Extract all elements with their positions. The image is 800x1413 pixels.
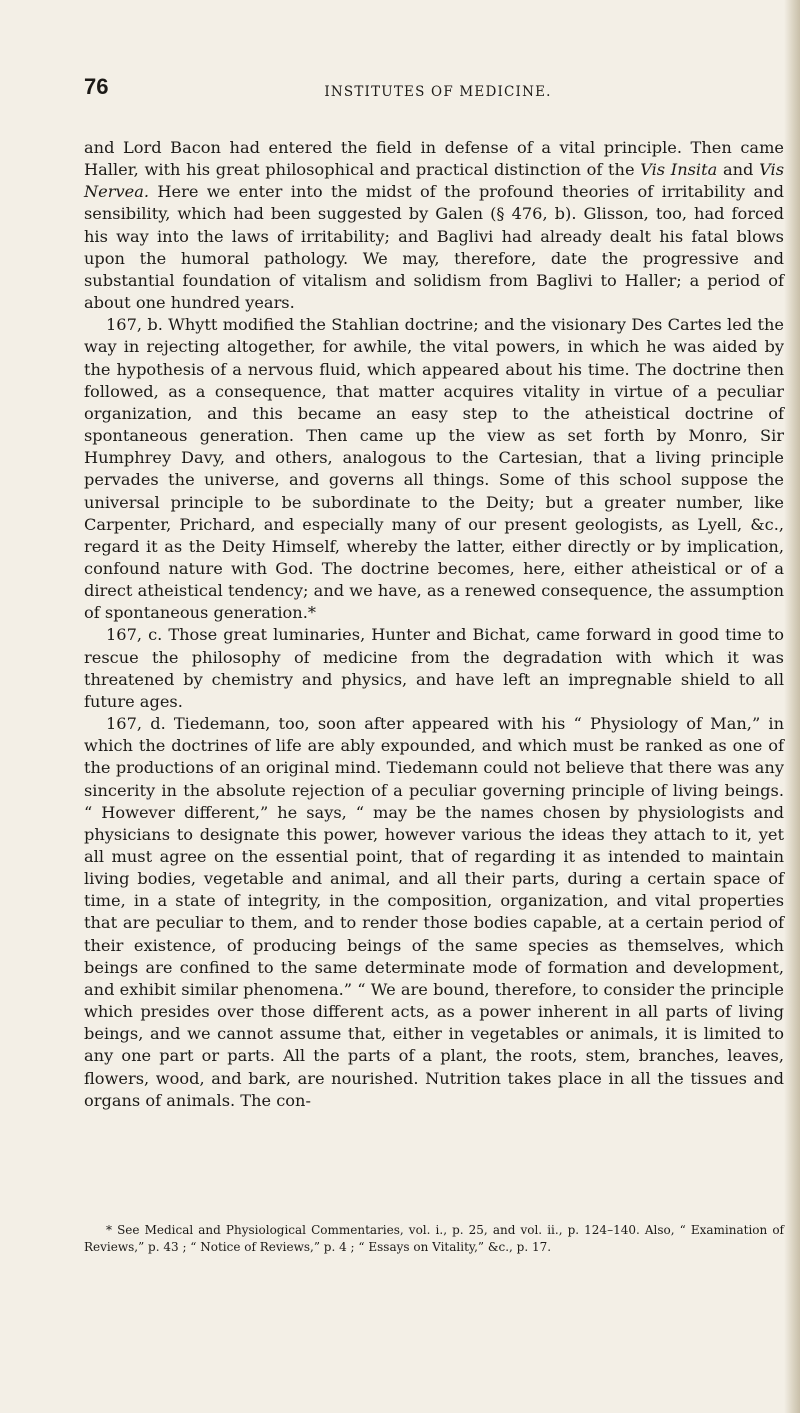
- paragraph-1-and: and: [717, 160, 760, 180]
- paragraph-1: [84, 137, 784, 314]
- vis-insita-term: Vis Insita: [640, 160, 718, 180]
- footnote: [84, 1222, 784, 1255]
- page-number: 76: [84, 74, 109, 99]
- paragraph-167b: 167, b. Whytt modified the Stahlian doctrine; and the visionary Des Cartes led the way in rejecting altogether, for awhile, the vital powers, in which he was aided by the hypothesis of a nervous fluid, which appeared about his time. The doctrine then followed, as a consequence, that matter acquires vitality in virtue of a peculiar organization, and this became an easy step to the atheistical doctrine of spontaneous generation. Then came up the view as set forth by Monro, Sir Humphrey Davy, and others, analogous to the Cartesian, that a living principle pervades the universe, and governs all things. Some of this school suppose the universal principle to be subordinate to the Deity; but a greater number, like Carpenter, Prichard, and especially many of our present geologists, as Lyell, &c., regard it as the Deity Himself, whereby the latter, either directly or by implication, confound nature with God. The doctrine becomes, here, either atheistical or of a direct atheistical tendency; and we have, as a renewed consequence, the assumption of spontaneous generation.*: [84, 315, 784, 623]
- paragraph-167d-label: 167, d.: [106, 714, 166, 734]
- paragraph-1-text-a: and Lord Bacon had entered the field in defense of a vital principle. Then came Haller, with his great philosophical and practical distinction of the: [84, 138, 784, 180]
- paragraph-167d: [84, 713, 784, 1112]
- running-head: INSTITUTES OF MEDICINE.: [324, 84, 552, 100]
- footnote-text: * See Medical and Physiological Commentaries, vol. i., p. 25, and vol. ii., p. 124–140. Also, “ Examination of Reviews,” p. 43 ; “ Notice of Reviews,” p. 4 ; “ Essays on Vitality,” &c., p. 17.: [84, 1223, 784, 1254]
- paragraph-167c: 167, c. Those great luminaries, Hunter and Bichat, came forward in good time to rescue the philosophy of medicine from the degradation with which it was threatened by chemistry and physics, and have left an impregnable shield to all future ages.: [84, 625, 784, 711]
- page-header: [84, 74, 748, 106]
- vis-nervea-term: Vis Nervea.: [84, 160, 784, 202]
- paragraph-1-text-b: Here we enter into the midst of the profound theories of irritability and sensibility, which had been suggested by Galen (§ 476, b). Glisson, too, had forced his way into the laws of irritability; and Baglivi had already dealt his fatal blows upon the humoral pathology. We may, therefore, date the progressive and substantial foundation of vitalism and solidism from Baglivi to Haller; a period of about one hundred years.: [84, 182, 784, 313]
- body-text: [84, 137, 784, 1112]
- page-gutter-shadow: [784, 0, 800, 1413]
- paragraph-167d-text: Tiedemann, too, soon after appeared with his “ Physiology of Man,” in which the doctrines of life are ably expounded, and which must be ranked as one of the productions of an original mind. Tiedemann could not believe that there was any sincerity in the absolute rejection of a peculiar governing principle of living beings. “ However different,” he says, “ may be the names chosen by physiologists and physicians to designate this power, however various the ideas they attach to it, yet all must agree on the essential point, that of regarding it as intended to maintain living bodies, vegetable and animal, and all their parts, during a certain space of time, in a state of integrity, in the composition, organization, and vital properties that are peculiar to them, and to render those bodies capable, at a certain period of their existence, of producing beings of the same species as themselves, which beings are confined to the same determinate mode of formation and development, and exhibit similar phenomena.” “ We are bound, therefore, to consider the principle which presides over those different acts, as a power inherent in all parts of living beings, and we cannot assume that, either in vegetables or animals, it is limited to any one part or parts. All the parts of a plant, the roots, stem, branches, leaves, flowers, wood, and bark, are nourished. Nutrition takes place in all the tissues and organs of animals. The con-: [84, 714, 784, 1110]
